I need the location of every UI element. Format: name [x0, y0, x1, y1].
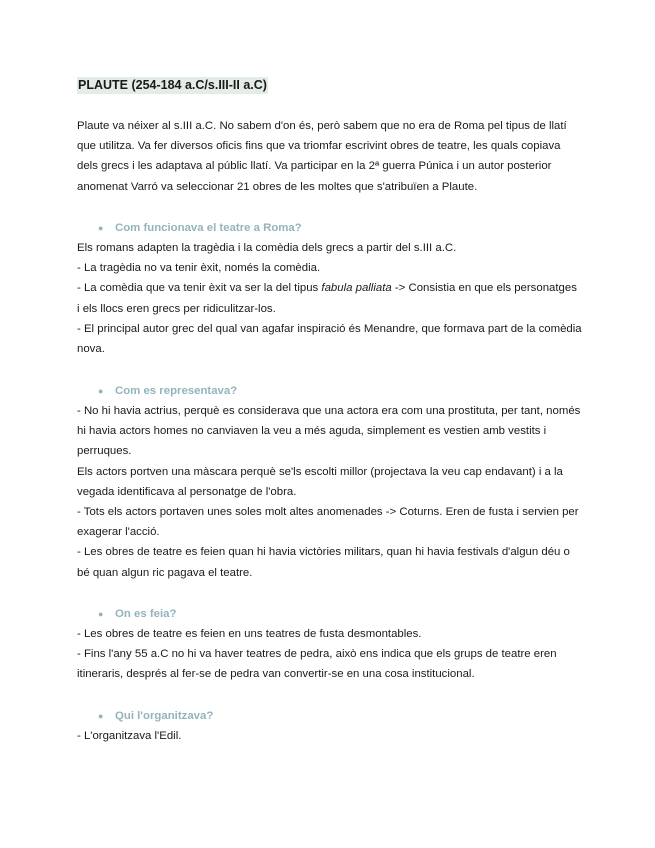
section-where	[77, 604, 582, 685]
section-heading-text: On es feia?	[115, 608, 177, 620]
palliata-term: fabula palliata	[321, 282, 392, 295]
intro-block	[77, 116, 582, 197]
bullet-icon: ●	[98, 609, 104, 619]
section-line: - No hi havia actrius, perquè es considerava que una actora era com una prostituta, per tant, només hi havia actors homes no canviaven la veu a més aguda, simplement es vestien amb vestits i perruques.	[77, 405, 581, 458]
section-line: - Les obres de teatre es feien quan hi havia victòries militars, quan hi havia festivals d'algun déu o bé quan algun ric pagava el teatre.	[77, 546, 570, 579]
section-heading	[77, 381, 582, 401]
bullet-icon: ●	[98, 386, 104, 396]
section-heading	[77, 706, 582, 726]
section-line: - La tragèdia no va tenir èxit, només la comèdia.	[77, 262, 321, 275]
bullet-icon: ●	[98, 223, 104, 233]
section-line: - El principal autor grec del qual van agafar inspiració és Menandre, que formava part de la comèdia nova.	[77, 322, 582, 356]
section-line: - L'organitzava l'Edil.	[77, 730, 182, 742]
section-heading-text: Com es representava?	[115, 385, 238, 397]
document-title: PLAUTE (254-184 a.C/s.III-II a.C)	[78, 78, 267, 92]
section-how-theatre-worked	[77, 218, 582, 359]
intro-paragraph: Plaute va néixer al s.III a.C. No sabem d'on és, però sabem que no era de Roma pel tipus de llatí que utilitza. Va fer diversos oficis fins que va triomfar escrivint obres de teatre, les quals copiava dels grecs i les adaptava al públic llatí. Va participar en la 2ª guerra Púnica i un autor posterior anomenat Varró va seleccionar 21 obres de les moltes que s'atribuïen a Plaute.	[77, 120, 567, 193]
section-line: - Les obres de teatre es feien en uns teatres de fusta desmontables.	[77, 628, 422, 640]
section-heading	[77, 604, 582, 624]
section-line: - Tots els actors portaven unes soles molt altes anomenades -> Coturns. Eren de fusta i servien per exagerar l'acció.	[77, 506, 579, 539]
section-organizer	[77, 706, 582, 746]
section-line: Els romans adapten la tragèdia i la comèdia dels grecs a partir del s.III a.C.	[77, 242, 457, 254]
section-heading-text: Qui l'organitzava?	[115, 710, 214, 722]
section-line: Els actors portven una màscara perquè se'ls escolti millor (projectava la veu cap endavant) i a la vegada identificava al personatge de l'obra.	[77, 465, 563, 498]
palliata-after: -> Consistia en que els personatges i els llocs eren grecs per ridiculitzar-los.	[77, 282, 577, 315]
section-heading-text: Com funcionava el teatre a Roma?	[115, 222, 302, 234]
bullet-icon: ●	[98, 711, 104, 721]
section-heading	[77, 218, 582, 238]
section-representation	[77, 381, 582, 583]
palliata-before: - La comèdia que va tenir èxit va ser la del tipus	[77, 282, 322, 295]
section-line: - Fins l'any 55 a.C no hi va haver teatres de pedra, això ens indica que els grups de teatre eren itineraris, després al fer-se de pedra van convertir-se en una cosa institucional.	[77, 648, 557, 681]
section-line-palliata	[77, 278, 582, 318]
